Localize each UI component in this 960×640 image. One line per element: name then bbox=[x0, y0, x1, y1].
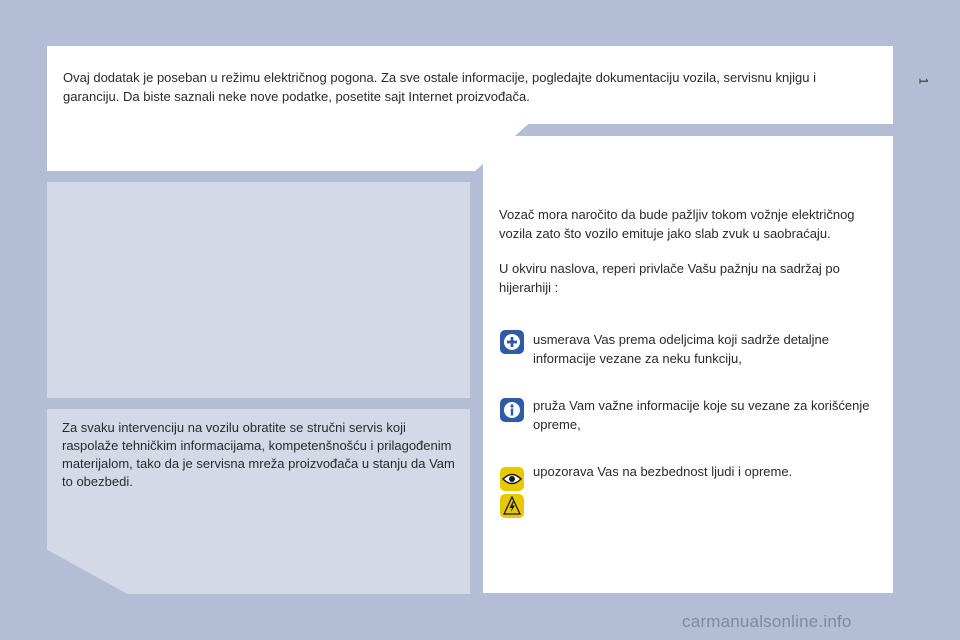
legend-item-eye: upozorava Vas na bezbednost ljudi i opreme. bbox=[533, 464, 793, 479]
driver-note-paragraph-2: U okviru naslova, reperi privlače Vašu pažnju na sadržaj po hijerarhiji : bbox=[499, 261, 840, 295]
warning-icon bbox=[500, 494, 524, 518]
eye-icon bbox=[500, 467, 524, 491]
info-icon bbox=[500, 398, 524, 422]
driver-note-paragraph-1: Vozač mora naročito da bude pažljiv tokom vožnje električnog vozila zato što vozilo emituje jako slab zvuk u saobraćaju. bbox=[499, 207, 855, 241]
blank-panel bbox=[47, 182, 470, 398]
legend-item-plus: usmerava Vas prema odeljcima koji sadrže detaljne informacije vezane za neku funkciju, bbox=[533, 332, 830, 366]
page-number: 1 bbox=[916, 77, 931, 85]
legend-item-info: pruža Vam važne informacije koje su vezane za korišćenje opreme, bbox=[533, 398, 870, 432]
intro-text: Ovaj dodatak je poseban u režimu električnog pogona. Za sve ostale informacije, pogledajte dokumentaciju vozila, servisnu knjigu i garanciju. Da biste saznali neke nove podatke, posetite sajt Internet proizvođača. bbox=[63, 70, 816, 104]
plus-icon bbox=[500, 330, 524, 354]
watermark: carmanualsonline.info bbox=[682, 612, 852, 631]
service-note-text: Za svaku intervenciju na vozilu obratite se stručni servis koji raspolaže tehničkim informacijama, kompetenšnošću i prilagođenim materijalom, tako da je servisna mreža proizvođača u stanju da Vam to obezbedi. bbox=[62, 420, 455, 489]
